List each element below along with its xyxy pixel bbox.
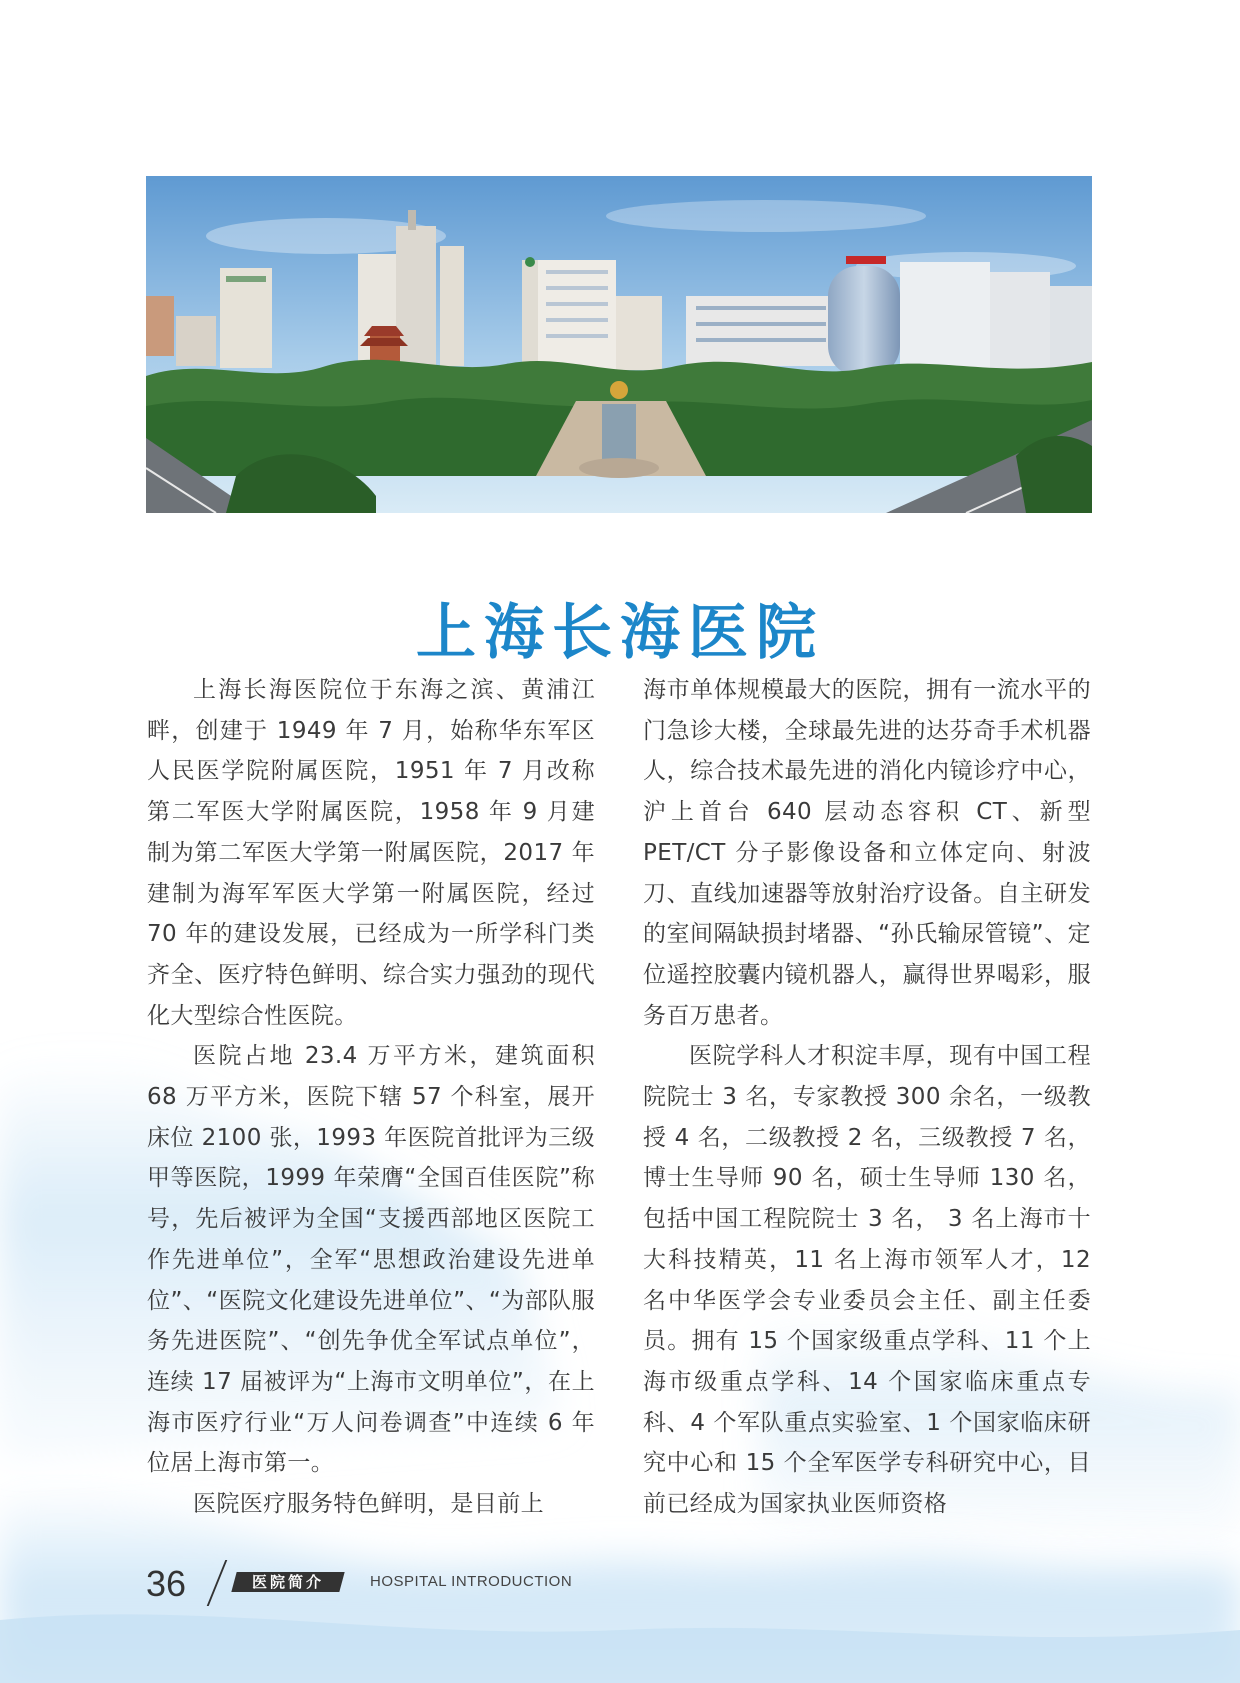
paragraph: 医院医疗服务特色鲜明，是目前上	[193, 1491, 544, 1518]
paragraph-continued: 海市单体规模最大的医院，拥有一流水平的门急诊大楼，全球最先进的达芬奇手术机器人，综合技术最先进的消化内镜诊疗中心，沪上首台 640 层动态容积 CT、新型 PET/CT 分子影像设备和立体定向、射波刀、直线加速器等放射治疗设备。自主研发的室间隔缺损封堵器、“孙氏输尿管镜”、定位遥控胶囊内镜机器人，赢得世界喝彩，服务百万患者。	[643, 677, 1091, 1029]
paragraph: 医院学科人才积淀丰厚，现有中国工程院院士 3 名，专家教授 300 余名，一级教授 4 名，二级教授 2 名，三级教授 7 名，博士生导师 90 名，硕士生导师 130 名，包括中国工程院院士 3 名， 3 名上海市十大科技精英，11 名上海市领军人才，12 名中华医学会专业委员会主任、副主任委员。拥有 15 个国家级重点学科、11 个上海市级重点学科、14 个国家临床重点专科、4 个军队重点实验室、1 个国家临床研究中心和 15 个全军医学专科研究中心，目前已经成为国家执业医师资格	[643, 1043, 1091, 1518]
paragraph: 上海长海医院位于东海之滨、黄浦江畔，创建于 1949 年 7 月，始称华东军区人民医学院附属医院，1951 年 7 月改称第二军医大学附属医院，1958 年 9 月建制为第二军医大学第一附属医院，2017 年建制为海军军医大学第一附属医院，经过 70 年的建设发展，已经成为一所学科门类齐全、医疗特色鲜明、综合实力强劲的现代化大型综合性医院。	[147, 677, 595, 1029]
section-badge	[231, 1572, 344, 1592]
section-english-label: HOSPITAL INTRODUCTION	[370, 1573, 573, 1590]
body-column-right	[643, 670, 1091, 1525]
page-footer	[146, 1560, 646, 1610]
section-badge-label: 医院简介	[251, 1573, 324, 1591]
paragraph: 医院占地 23.4 万平方米，建筑面积 68 万平方米，医院下辖 57 个科室，展开床位 2100 张，1993 年医院首批评为三级甲等医院，1999 年荣膺“全国百佳医院”称号，先后被评为全国“支援西部地区医院工作先进单位”，全军“思想政治建设先进单位”、“医院文化建设先进单位”、“为部队服务先进医院”、“创先争优全军试点单位”，连续 17 届被评为“上海市文明单位”，在上海市医疗行业“万人问卷调查”中连续 6 年位居上海市第一。	[147, 1043, 595, 1477]
hospital-panorama-photo	[146, 176, 1092, 513]
body-column-left	[147, 670, 595, 1525]
article-title: 上海长海医院	[416, 598, 824, 669]
page-number: 36	[146, 1563, 187, 1604]
slash-divider	[207, 1560, 228, 1606]
